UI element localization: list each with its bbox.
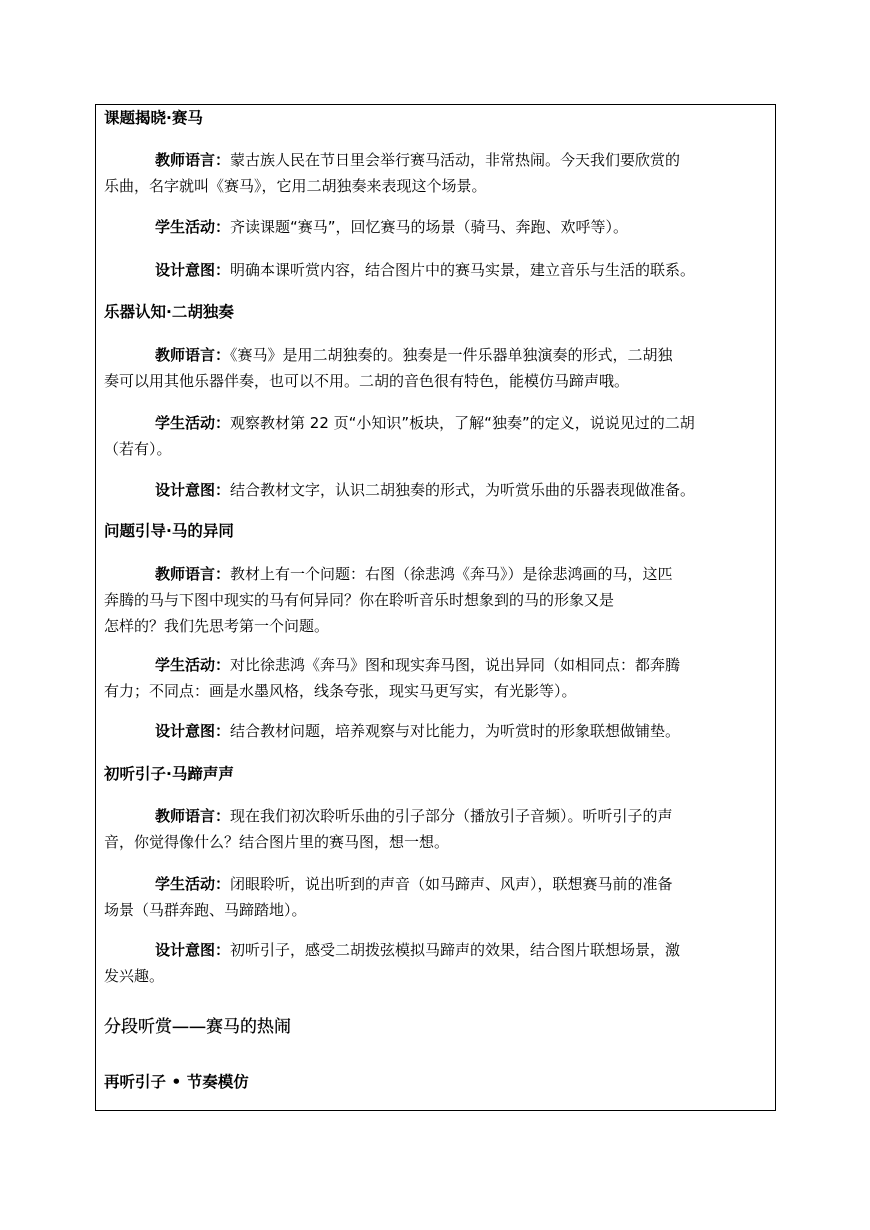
section-2-student: 学生活动：观察教材第 22 页“小知识”板块，了解“独奏”的定义，说说见过的二胡 （若有）。 <box>104 414 695 458</box>
section-3-design: 设计意图：结合教材问题，培养观察与对比能力，为听赏时的形象联想做铺垫。 <box>155 722 681 740</box>
part-title: 分段听赏——赛马的热闹 <box>104 1017 291 1037</box>
section-3-student: 学生活动：对比徐悲鸿《奔马》图和现实奔马图，说出异同（如相同点：都奔腾 有力；不同点：画是水墨风格，线条夸张，现实马更写实，有光影等）。 <box>104 656 681 700</box>
label: 设计意图： <box>155 941 231 959</box>
label: 学生活动： <box>155 218 231 236</box>
section-4-student: 学生活动：闭眼聆听，说出听到的声音（如马蹄声、风声），联想赛马前的准备 场景（马群奔跑、马蹄踏地）。 <box>104 875 673 919</box>
label: 设计意图： <box>155 261 231 279</box>
section-4-title: 初听引子·马蹄声声 <box>104 765 234 783</box>
section-1-student: 学生活动：齐读课题“赛马”，回忆赛马的场景（骑马、奔跑、欢呼等）。 <box>155 218 629 236</box>
label: 学生活动： <box>155 414 231 432</box>
label: 教师语言： <box>155 151 231 169</box>
label: 设计意图： <box>155 722 231 740</box>
section-4-design: 设计意图：初听引子，感受二胡拨弦模拟马蹄声的效果，结合图片联想场景，激 发兴趣。 <box>104 941 681 985</box>
section-3-teacher: 教师语言：教材上有一个问题：右图（徐悲鸿《奔马》）是徐悲鸿画的马，这匹 奔腾的马与下图中现实的马有何异同？你在聆听音乐时想象到的马的形象又是 怎样的？我们先思考第一个问题。 <box>104 565 673 635</box>
label: 学生活动： <box>155 656 231 674</box>
label: 教师语言： <box>155 807 231 825</box>
section-4-teacher: 教师语言：现在我们初次聆听乐曲的引子部分（播放引子音频）。听听引子的声 音，你觉得像什么？结合图片里的赛马图，想一想。 <box>104 807 673 851</box>
sub-title: 再听引子 • 节奏模仿 <box>104 1073 249 1091</box>
section-1-teacher: 教师语言：蒙古族人民在节日里会举行赛马活动，非常热闹。今天我们要欣赏的 乐曲，名字就叫《赛马》，它用二胡独奏来表现这个场景。 <box>104 151 681 195</box>
section-1-design: 设计意图：明确本课听赏内容，结合图片中的赛马实景，建立音乐与生活的联系。 <box>155 261 696 279</box>
section-2-design: 设计意图：结合教材文字，认识二胡独奏的形式，为听赏乐曲的乐器表现做准备。 <box>155 481 696 499</box>
label: 学生活动： <box>155 875 231 893</box>
section-2-teacher: 教师语言：《赛马》是用二胡独奏的。独奏是一件乐器单独演奏的形式，二胡独 奏可以用其他乐器伴奏，也可以不用。二胡的音色很有特色，能模仿马蹄声哦。 <box>104 346 673 390</box>
section-1-title: 课题揭晓·赛马 <box>104 109 203 127</box>
section-3-title: 问题引导·马的异同 <box>104 522 234 540</box>
label: 教师语言： <box>155 346 231 364</box>
label: 教师语言： <box>155 565 231 583</box>
section-2-title: 乐器认知·二胡独奏 <box>104 303 234 321</box>
label: 设计意图： <box>155 481 231 499</box>
